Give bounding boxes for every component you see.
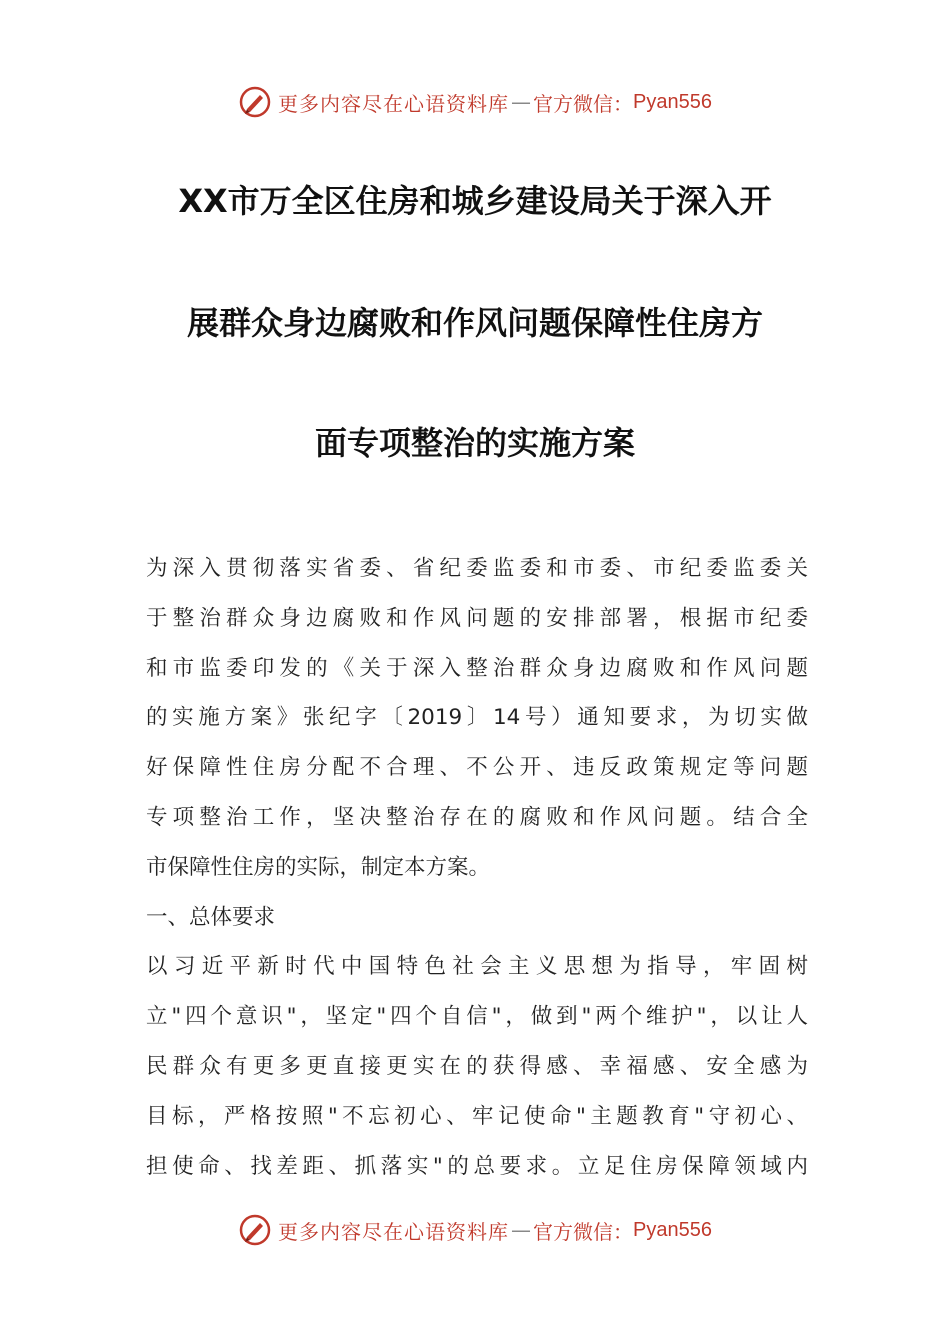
section-heading: 一、总体要求	[146, 904, 276, 930]
watermark-dash: —	[511, 1218, 532, 1242]
watermark-wechat-id: Pyan556	[633, 90, 712, 113]
body-line: 和市监委印发的《关于深入整治群众身边腐败和作风问题	[146, 655, 808, 681]
body-line: 的实施方案》张纪字〔2019〕14号）通知要求，为切实做	[146, 705, 808, 731]
body-line: 担使命、找差距、抓落实"的总要求。立足住房保障领域内	[146, 1153, 808, 1179]
body-line: 好保障性住房分配不合理、不公开、违反政策规定等问题	[146, 755, 808, 781]
body-line: 专项整治工作，坚决整治存在的腐败和作风问题。结合全	[146, 804, 808, 830]
watermark-dash: —	[511, 90, 532, 114]
footer-watermark-banner	[0, 1210, 950, 1250]
body-line: 目标，严格按照"不忘初心、牢记使命"主题教育"守初心、	[146, 1103, 808, 1129]
watermark-subtext: 官方微信：	[533, 1219, 634, 1244]
header-watermark-banner	[0, 82, 950, 122]
watermark-text: 更多内容尽在心语资料库	[278, 91, 510, 116]
document-title-line-3: 面专项整治的实施方案	[314, 424, 635, 462]
body-line: 于整治群众身边腐败和作风问题的安排部署，根据市纪委	[146, 605, 808, 631]
pen-logo-icon	[238, 85, 272, 119]
document-body	[146, 544, 808, 1191]
body-line: 民群众有更多更直接更实在的获得感、幸福感、安全感为	[146, 1053, 808, 1079]
body-line: 以习近平新时代中国特色社会主义思想为指导，牢固树	[146, 954, 808, 980]
document-title-line-1: XX市万全区住房和城乡建设局关于深入开	[178, 182, 772, 220]
body-line: 市保障性住房的实际，制定本方案。	[146, 854, 491, 880]
pen-logo-icon	[238, 1213, 272, 1247]
watermark-text: 更多内容尽在心语资料库	[278, 1219, 510, 1244]
document-title-line-2: 展群众身边腐败和作风问题保障性住房方	[186, 304, 763, 342]
watermark-wechat-id: Pyan556	[633, 1218, 712, 1241]
body-line: 立"四个意识"，坚定"四个自信"，做到"两个维护"，以让人	[146, 1004, 808, 1030]
body-line: 为深入贯彻落实省委、省纪委监委和市委、市纪委监委关	[146, 556, 808, 581]
watermark-subtext: 官方微信：	[533, 91, 634, 116]
